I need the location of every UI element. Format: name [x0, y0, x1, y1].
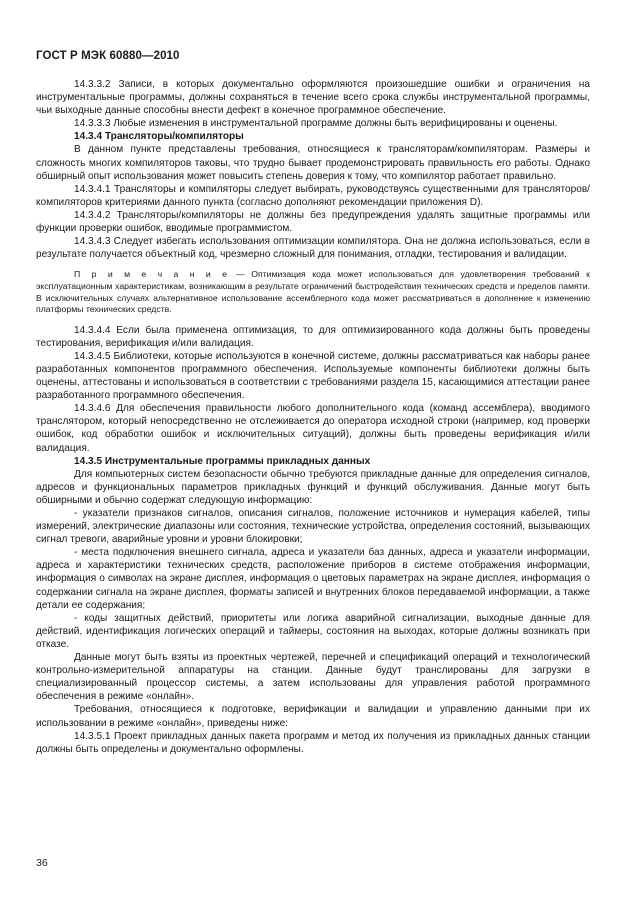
paragraph: 14.3.4.5 Библиотеки, которые используются в конечной системе, должны рассматриваться как наборы ранее разработанных компонентов программного обеспечения. Используемые компоненты библиотеки должны быть оценены, аттестованы и использоваться в соответствии с требованиями раздела 15, касающимися аттестации ранее разработанного программного обеспечения. — [36, 350, 590, 402]
paragraph: 14.3.3.3 Любые изменения в инструментальной программе должны быть верифицированы и оценены. — [74, 118, 558, 130]
paragraph: 14.3.4.6 Для обеспечения правильности любого дополнительного кода (команд ассемблера), вводимого транслятором, который непосредственно не отслеживается до оператора исходной строки (например, код проверки ошибок, код обработки ошибок и исключительных ситуаций), должны быть проведены верификация и/или валидация. — [36, 403, 590, 454]
paragraph: Для компьютерных систем безопасности обычно требуются прикладные данные для определения сигналов, адресов и функциональных параметров прикладных функций и функций обслуживания. Данные могут быть обширными и обычно содержат следующую информацию: — [36, 468, 590, 506]
paragraph: 14.3.4.4 Если была применена оптимизация, то для оптимизированного кода должны быть проведены тестирования, верификация и/или валидация. — [36, 324, 590, 349]
section-heading: 14.3.4 Трансляторы/компиляторы — [74, 131, 244, 143]
page-number: 36 — [36, 857, 48, 869]
paragraph: 14.3.3.2 Записи, в которых документально оформляются произошедшие ошибки и ограничения на инструментальные программы, должны сохраняться в течение всего срока службы инструментальной программы, чьи выходные данные способны внести дефект в конечное программное обеспечение. — [36, 79, 590, 117]
note-text: — Оптимизация кода может использоваться для удовлетворения требований к эксплуатационным характеристикам, возникающим в результате ограничений быстродействия технических средств и пределов памяти. В исключительных случаях альтернативное использование ассемблерного кода может рассматриваться в дополнение к изменению платформы технических средств. — [36, 269, 590, 315]
section-heading: 14.3.5 Инструментальные программы прикладных данных — [74, 455, 371, 467]
list-item: - места подключения внешнего сигнала, адреса и указатели баз данных, адреса и указатели информации, адреса и характеристики технических средств, расположение приборов в системе отображения информации, информация о символах на экране дисплея, информация о цветовых параметрах на экране дисплея, информация о содержании сигнала на экране дисплея, форматы записей и внутренних блоков передаваемой информации, а также детали ее содержания; — [36, 547, 590, 611]
standard-header: ГОСТ Р МЭК 60880—2010 — [36, 50, 180, 62]
paragraph: 14.3.4.1 Трансляторы и компиляторы следует выбирать, руководствуясь существенными для трансляторов/компиляторов критериями данного пункта (согласно дополняют рекомендации приложения D). — [36, 183, 590, 208]
list-item: - указатели признаков сигналов, описания сигналов, положение источников и нумерация кабелей, типы измерений, электрические диапазоны или состояния, технические устройства, определения состояний, вызывающих сигнал тревоги, аварийные уровни и уровни блокировки; — [36, 508, 590, 546]
paragraph: 14.3.4.3 Следует избегать использования оптимизации компилятора. Она не должна использоваться, если в результате получается объектный код, чрезмерно сложный для понимания, отладки, тестирования и валидации. — [36, 236, 590, 261]
paragraph: В данном пункте представлены требования, относящиеся к трансляторам/компиляторам. Размеры и сложность многих компиляторов таковы, что трудно бывает продемонстрировать правильность его работы. Однако обширный опыт использования может повысить степень доверия к тому, что компилятор работает правильно. — [36, 144, 590, 182]
paragraph: Требования, относящиеся к подготовке, верификации и валидации и управлению данными при их использовании в режиме «онлайн», приведены ниже: — [36, 704, 590, 729]
paragraph: 14.3.4.2 Трансляторы/компиляторы не должны без предупреждения удалять защитные программы или функции проверки ошибок, вводимые программистом. — [36, 209, 590, 235]
note-label: П р и м е ч а н и е — [74, 269, 230, 280]
list-item: - коды защитных действий, приоритеты или логика аварийной сигнализации, выходные данные для действий, идентификация логических операций и таймеры, состояния на выходах, которые должны возникать при отказе. — [36, 612, 590, 650]
note-paragraph — [36, 269, 590, 315]
paragraph: 14.3.5.1 Проект прикладных данных пакета программ и метод их получения из прикладных данных станции должны быть определены и документально оформлены. — [36, 730, 590, 755]
document-body — [36, 78, 590, 756]
paragraph: Данные могут быть взяты из проектных чертежей, перечней и спецификаций операций и технологический контрольно-измерительной аппаратуры на станции. Данные будут транслированы для загрузки в специализированный процессор системы, а затем использованы для управления работой программного обеспечения в режиме «онлайн». — [36, 652, 590, 703]
